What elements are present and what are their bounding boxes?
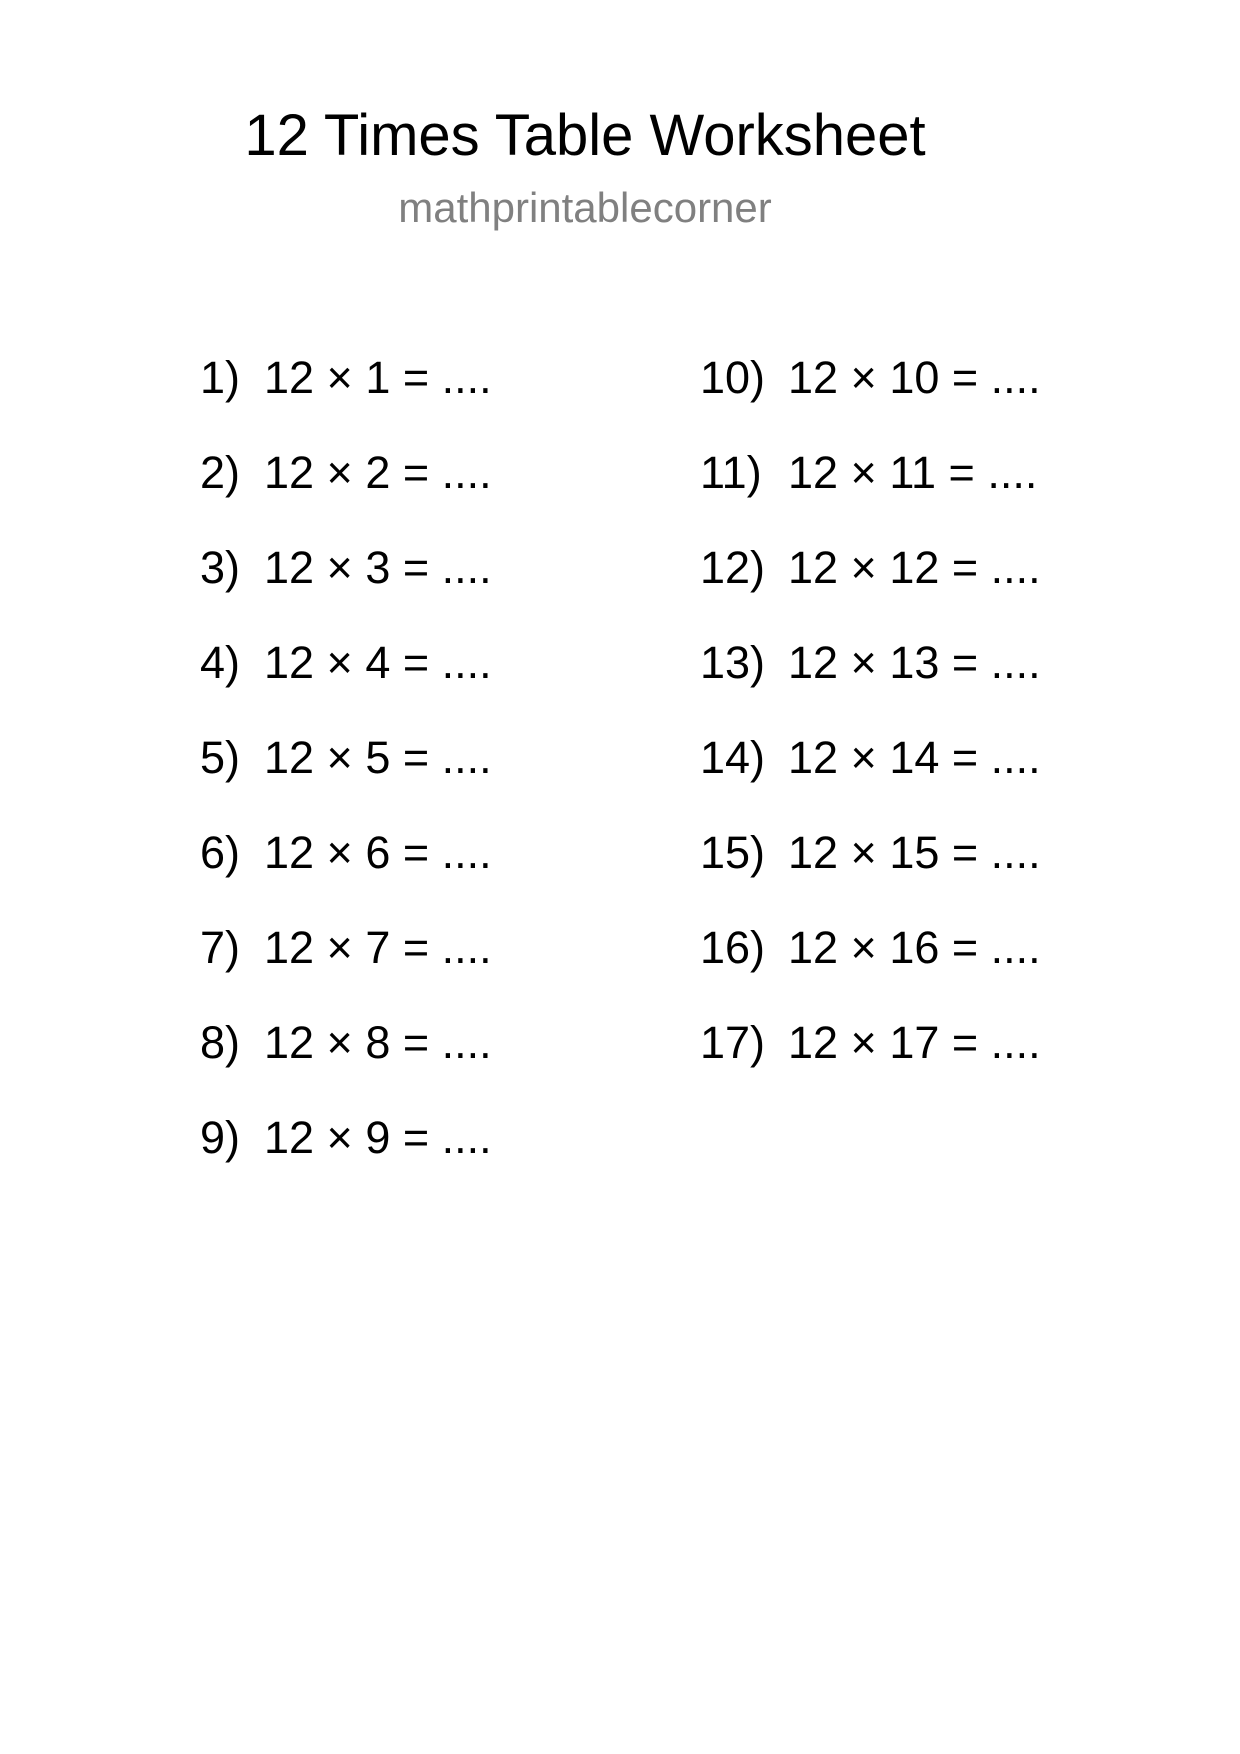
worksheet-subtitle: mathprintablecorner: [398, 184, 772, 231]
worksheet-title: 12 Times Table Worksheet: [244, 103, 926, 168]
problem-item: [200, 343, 492, 438]
problem-number: 9): [200, 1112, 241, 1163]
problem-expression: 12 × 6 = ....: [264, 827, 492, 878]
problem-expression: 12 × 16 = ....: [788, 922, 1041, 973]
problem-number: 12): [700, 542, 766, 593]
problem-number: 8): [200, 1017, 241, 1068]
problem-item: [700, 913, 1041, 1008]
problem-expression: 12 × 13 = ....: [788, 637, 1041, 688]
problem-item: [200, 533, 492, 628]
problem-item: [700, 723, 1041, 818]
problem-expression: 12 × 17 = ....: [788, 1017, 1041, 1068]
problem-expression: 12 × 2 = ....: [264, 447, 492, 498]
problem-item: [700, 1008, 1041, 1103]
problem-number: 11): [700, 447, 762, 498]
problem-number: 1): [200, 352, 241, 403]
problem-item: [700, 343, 1041, 438]
problem-item: [700, 628, 1041, 723]
problem-number: 4): [200, 637, 241, 688]
problem-item: [200, 723, 492, 818]
problem-item: [200, 818, 492, 913]
problem-number: 17): [700, 1017, 766, 1068]
problem-number: 10): [700, 352, 766, 403]
problem-number: 5): [200, 732, 241, 783]
problem-number: 6): [200, 827, 241, 878]
problem-number: 2): [200, 447, 241, 498]
problem-expression: 12 × 7 = ....: [264, 922, 492, 973]
problem-expression: 12 × 8 = ....: [264, 1017, 492, 1068]
problem-expression: 12 × 4 = ....: [264, 637, 492, 688]
problem-number: 16): [700, 922, 766, 973]
problem-number: 14): [700, 732, 766, 783]
problem-item: [700, 818, 1041, 913]
problem-expression: 12 × 9 = ....: [264, 1112, 492, 1163]
problem-item: [200, 1008, 492, 1103]
problem-item: [700, 438, 1041, 533]
problem-expression: 12 × 3 = ....: [264, 542, 492, 593]
problem-column-right: [700, 343, 1041, 1103]
problem-expression: 12 × 11 = ....: [788, 447, 1038, 498]
problem-number: 3): [200, 542, 241, 593]
problem-item: [200, 438, 492, 533]
problem-number: 7): [200, 922, 241, 973]
problem-expression: 12 × 5 = ....: [264, 732, 492, 783]
problem-expression: 12 × 12 = ....: [788, 542, 1041, 593]
problem-expression: 12 × 10 = ....: [788, 352, 1041, 403]
problem-item: [200, 628, 492, 723]
problem-number: 13): [700, 637, 766, 688]
worksheet-header: [0, 96, 1170, 236]
problem-column-left: [200, 343, 492, 1198]
problem-item: [200, 913, 492, 1008]
problem-item: [700, 533, 1041, 628]
problem-expression: 12 × 15 = ....: [788, 827, 1041, 878]
problem-expression: 12 × 1 = ....: [264, 352, 492, 403]
problem-expression: 12 × 14 = ....: [788, 732, 1041, 783]
problem-number: 15): [700, 827, 766, 878]
problem-item: [200, 1103, 492, 1198]
